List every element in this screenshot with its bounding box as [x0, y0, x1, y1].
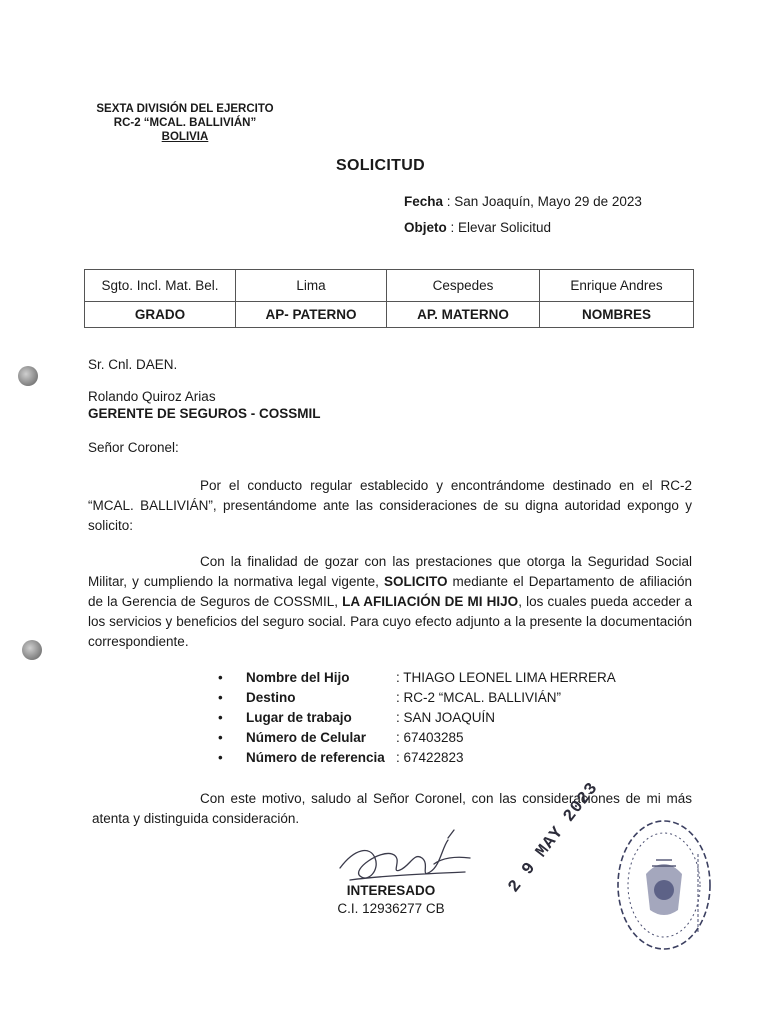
paragraph-request: [88, 552, 692, 652]
paternal-surname-header: AP- PATERNO: [236, 302, 387, 328]
given-names-header: NOMBRES: [540, 302, 694, 328]
date-label: Fecha: [404, 194, 444, 209]
details-list: [218, 668, 688, 768]
received-date-stamp: 2 9 MAY 2023: [505, 779, 603, 897]
bullet-icon: •: [218, 730, 223, 745]
signatory-id: C.I. 12936277 CB: [337, 901, 445, 916]
signature-block: [316, 882, 466, 918]
detail-label: Número de referencia: [246, 750, 385, 765]
letterhead-division: SEXTA DIVISIÓN DEL EJERCITO: [96, 103, 274, 115]
applicant-table: [84, 269, 694, 328]
detail-label: Nombre del Hijo: [246, 670, 350, 685]
detail-item-mobile: [218, 728, 688, 748]
bullet-icon: •: [218, 670, 223, 685]
document-title: SOLICITUD: [336, 157, 425, 174]
paragraph-introduction: [88, 476, 692, 536]
punch-hole-bottom: [22, 640, 42, 660]
detail-label: Destino: [246, 690, 296, 705]
bullet-icon: •: [218, 750, 223, 765]
paragraph-request-part3: , los cuales pueda acceder a los servicios y beneficios del seguro social. Para cuyo efecto adjunto a la presente la documentación correspondiente.: [88, 594, 692, 649]
detail-item-workplace: [218, 708, 688, 728]
request-keyword: SOLICITO: [383, 574, 448, 589]
subject-label: Objeto: [404, 220, 447, 235]
bullet-icon: •: [218, 710, 223, 725]
bullet-icon: •: [218, 690, 223, 705]
paragraph-request-part1: Con la finalidad de gozar con las prestaciones que otorga la Seguridad Social Militar, y cumpliendo la normativa legal vigente,: [88, 554, 692, 589]
detail-label: Número de Celular: [246, 730, 367, 745]
rank-header: GRADO: [85, 302, 236, 328]
signatory-role: INTERESADO: [346, 883, 436, 898]
subject-line: [404, 220, 551, 235]
closing-paragraph: [92, 789, 692, 829]
letterhead: [82, 102, 288, 144]
date-line: [404, 194, 642, 209]
detail-value: : 67422823: [396, 750, 464, 765]
detail-value: : THIAGO LEONEL LIMA HERRERA: [396, 670, 616, 685]
maternal-surname-header: AP. MATERNO: [387, 302, 540, 328]
applicant-values-row: [85, 270, 694, 302]
closing-text: Con este motivo, saludo al Señor Coronel, con las consideraciones de mi más atenta y distinguida consideración.: [92, 791, 692, 826]
paragraph-request-part2: mediante el Departamento de afiliación de la Gerencia de Seguros de COSSMIL,: [88, 574, 692, 609]
rank-value: Sgto. Incl. Mat. Bel.: [85, 270, 236, 302]
addressee-title: Sr. Cnl. DAEN.: [88, 357, 178, 372]
detail-label: Lugar de trabajo: [246, 710, 352, 725]
paragraph-introduction-text: Por el conducto regular establecido y encontrándome destinado en el RC-2 “MCAL. BALLIVIÁN”, presentándome ante las consideraciones de su digna autoridad expongo y solicito:: [88, 478, 692, 533]
addressee-position: GERENTE DE SEGUROS - COSSMIL: [88, 406, 321, 421]
request-subject: LA AFILIACIÓN DE MI HIJO: [342, 594, 519, 609]
detail-item-reference: [218, 748, 688, 768]
detail-item-child-name: [218, 668, 688, 688]
paternal-surname-value: Lima: [236, 270, 387, 302]
applicant-headers-row: [85, 302, 694, 328]
detail-item-destination: [218, 688, 688, 708]
subject-value: : Elevar Solicitud: [450, 220, 552, 235]
maternal-surname-value: Cespedes: [387, 270, 540, 302]
addressee-name: Rolando Quiroz Arias: [88, 389, 216, 404]
detail-value: : RC-2 “MCAL. BALLIVIÁN”: [396, 690, 562, 705]
punch-hole-top: [18, 366, 38, 386]
official-seal-icon: [612, 814, 716, 956]
detail-value: : 67403285: [396, 730, 464, 745]
letterhead-regiment: RC-2 “MCAL. BALLIVIÁN”: [113, 117, 257, 129]
letterhead-country: BOLIVIA: [161, 131, 209, 143]
date-value: : San Joaquín, Mayo 29 de 2023: [446, 194, 642, 209]
detail-value: : SAN JOAQUÍN: [396, 710, 496, 725]
given-names-value: Enrique Andres: [540, 270, 694, 302]
salutation: Señor Coronel:: [88, 440, 179, 455]
